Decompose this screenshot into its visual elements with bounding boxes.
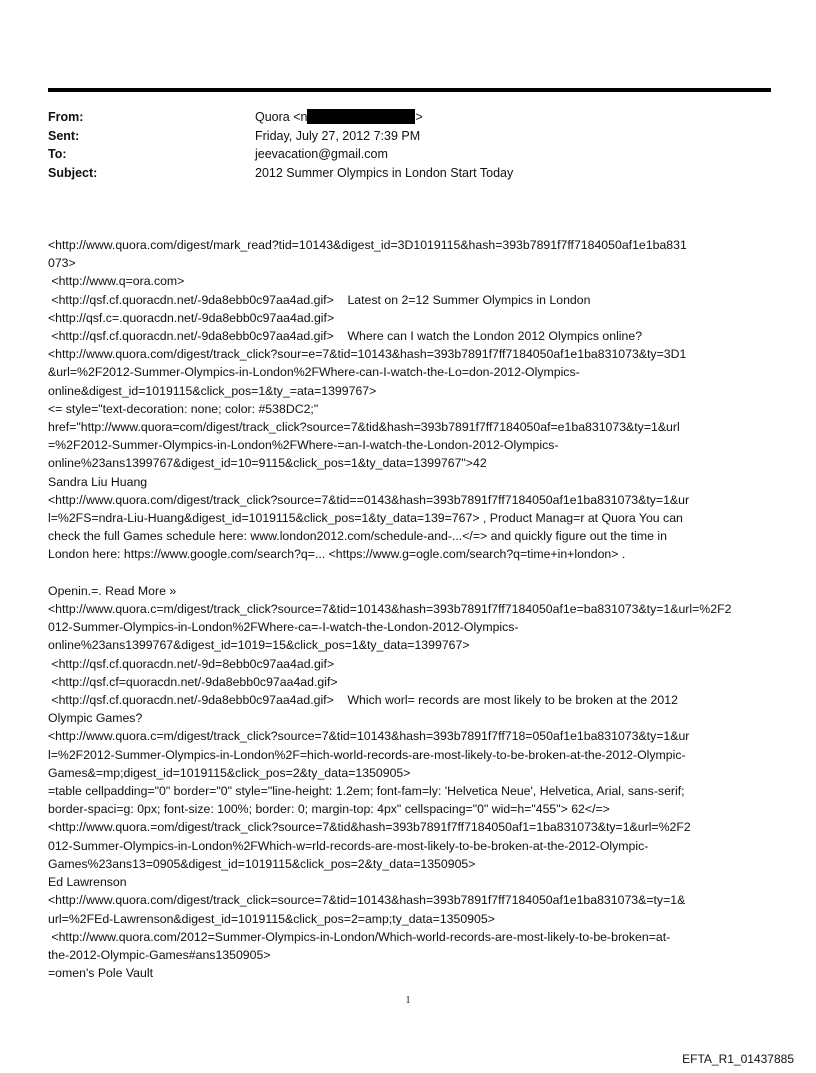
- body-line: the-2012-Olympic-Games#ans1350905>: [48, 947, 271, 962]
- body-line: <http://www.quora.com/2012=Summer-Olympics-in-London/Which-world-records-are-most-likely-to-be-broken=at-: [48, 929, 671, 944]
- body-line: <http://www.quora.com/digest/track_click?source=7&tid==0143&hash=393b7891f7ff7184050af1e1ba831073&ty=1&ur: [48, 492, 690, 507]
- body-line: 073>: [48, 256, 76, 271]
- body-line: <http://www.q=ora.com>: [48, 274, 185, 289]
- body-line: 012-Summer-Olympics-in-London%2FWhich-w=rld-records-are-most-likely-to-be-broken-at-the-2012-Olympic-: [48, 838, 649, 853]
- body-line: Games%23ans13=0905&digest_id=1019115&click_pos=2&ty_data=1350905>: [48, 856, 476, 871]
- body-line: <http://qsf.cf.quoracdn.net/-9d=8ebb0c97aa4ad.gif>: [48, 656, 335, 671]
- to-value: jeevacation@gmail.com: [255, 147, 388, 161]
- body-line: &url=%2F2012-Summer-Olympics-in-London%2FWhere-can-I-watch-the-Lo=don-2012-Olympics-: [48, 365, 580, 380]
- subject-value: 2012 Summer Olympics in London Start Today: [255, 165, 514, 180]
- body-line: <http://qsf.c=.quoracdn.net/-9da8ebb0c97aa4ad.gif>: [48, 310, 335, 325]
- body-line: =omen's Pole Vault: [48, 966, 153, 981]
- sent-row: [48, 127, 771, 146]
- bates-number: EFTA_R1_01437885: [682, 1052, 794, 1066]
- body-line: =%2F2012-Summer-Olympics-in-London%2FWhere-=an-I-watch-the-London-2012-Olympics-: [48, 438, 559, 453]
- body-line: url=%2FEd-Lawrenson&digest_id=1019115&click_pos=2=amp;ty_data=1350905>: [48, 911, 495, 926]
- sent-value: Friday, July 27, 2012 7:39 PM: [255, 128, 421, 143]
- body-line: Olympic Games?: [48, 711, 143, 726]
- to-label: To:: [48, 147, 67, 161]
- body-line: <http://www.quora.c=m/digest/track_click?source=7&tid=10143&hash=393b7891f7ff7184050af1e=ba831073&ty=1&url=%2F2: [48, 602, 732, 617]
- subject-row: [48, 164, 771, 183]
- body-line: <http://www.quora.com/digest/track_click?sour=e=7&tid=10143&hash=393b7891f7ff7184050af1e1ba831073&ty=3D1: [48, 347, 687, 362]
- from-row: [48, 108, 771, 127]
- body-line: <http://qsf.cf.quoracdn.net/-9da8ebb0c97aa4ad.gif> Where can I watch the London 2012 Olympics online?: [48, 329, 643, 344]
- body-line: =table cellpadding="0" border="0" style="line-height: 1.2em; font-fam=ly: 'Helvetica Neue', Helvetica, Arial, sans-serif;: [48, 784, 685, 799]
- body-line: <http://www.quora.=om/digest/track_click?source=7&tid&hash=393b7891f7ff7184050af1=1ba831073&ty=1&url=%2F2: [48, 820, 691, 835]
- email-body: [48, 236, 776, 982]
- body-line: <http://www.quora.com/digest/track_click=source=7&tid=10143&hash=393b7891f7ff7184050af1e1ba831073&=ty=1&: [48, 893, 686, 908]
- body-line: online%23ans1399767&digest_id=10=9115&click_pos=1&ty_data=1399767">42: [48, 456, 487, 471]
- body-line: href="http://www.quora=com/digest/track_click?source=7&tid&hash=393b7891f7ff7184050af=e1ba831073&ty=1&url: [48, 420, 680, 435]
- to-row: [48, 145, 771, 164]
- body-line: <= style="text-decoration: none; color: #538DC2;": [48, 401, 319, 416]
- body-line: check the full Games schedule here: www.london2012.com/schedule-and-...</=> and quickly figure out the time in: [48, 529, 667, 544]
- body-line: <http://qsf.cf=quoracdn.net/-9da8ebb0c97aa4ad.gif>: [48, 674, 338, 689]
- body-line: online%23ans1399767&digest_id=1019=15&click_pos=1&ty_data=1399767>: [48, 638, 470, 653]
- redaction-box: [307, 109, 415, 124]
- body-line: <http://qsf.cf.quoracdn.net/-9da8ebb0c97aa4ad.gif> Latest on 2=12 Summer Olympics in London: [48, 292, 591, 307]
- body-line: <http://www.quora.c=m/digest/track_click?source=7&tid=10143&hash=393b7891f7ff718=050af1e1ba831073&ty=1&ur: [48, 729, 690, 744]
- email-header: [48, 108, 771, 182]
- header-rule: [48, 88, 771, 92]
- from-suffix: >: [415, 110, 423, 124]
- from-name: Quora <n: [255, 110, 308, 124]
- body-line: London here: https://www.google.com/search?q=... <https://www.g=ogle.com/search?q=time+in+london> .: [48, 547, 626, 562]
- body-line: l=%2F2012-Summer-Olympics-in-London%2F=hich-world-records-are-most-likely-to-be-broken-at-the-2012-Olympic-: [48, 747, 686, 762]
- body-line: Games&=mp;digest_id=1019115&click_pos=2&ty_data=1350905>: [48, 765, 411, 780]
- body-line: 012-Summer-Olympics-in-London%2FWhere-ca=-I-watch-the-London-2012-Olympics-: [48, 620, 519, 635]
- from-value: [255, 108, 771, 127]
- subject-label: Subject:: [48, 165, 98, 180]
- body-line: Openin.=. Read More »: [48, 583, 177, 598]
- body-line: Ed Lawrenson: [48, 875, 127, 890]
- body-line: <http://www.quora.com/digest/mark_read?tid=10143&digest_id=3D1019115&hash=393b7891f7ff7184050af1e1ba831: [48, 238, 687, 252]
- body-line: <http://qsf.cf.quoracdn.net/-9da8ebb0c97aa4ad.gif> Which worl= records are most likely to be broken at the 2012: [48, 693, 678, 708]
- sent-label: Sent:: [48, 128, 80, 143]
- from-label: From:: [48, 110, 84, 124]
- body-line: border-spaci=g: 0px; font-size: 100%; border: 0; margin-top: 4px" cellspacing="0" wid=h="455"> 62</=>: [48, 802, 610, 817]
- body-line: online&digest_id=1019115&click_pos=1&ty_=ata=1399767>: [48, 383, 377, 398]
- page-number: 1: [405, 995, 411, 1006]
- body-line: l=%2FS=ndra-Liu-Huang&digest_id=1019115&click_pos=1&ty_data=139=767> , Product Manag=r at Quora You can: [48, 511, 683, 526]
- body-line: Sandra Liu Huang: [48, 474, 148, 489]
- body-line: [48, 564, 776, 582]
